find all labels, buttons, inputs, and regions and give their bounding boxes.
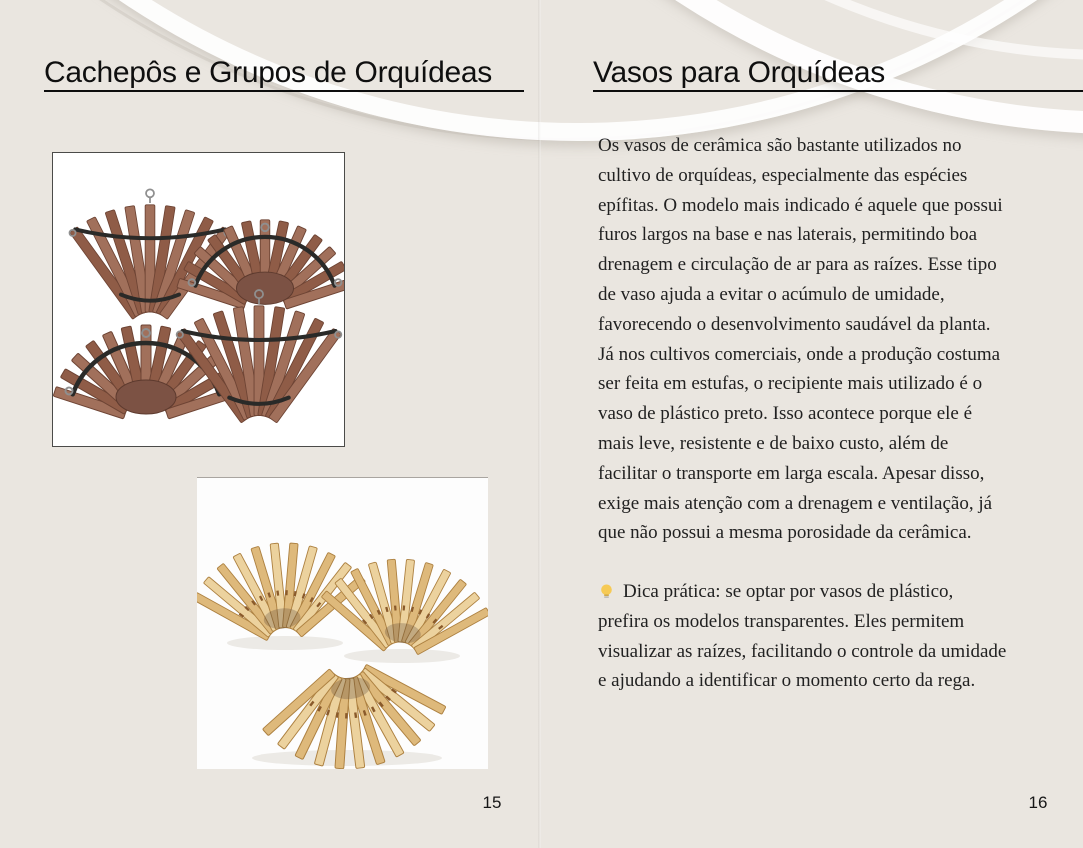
tip-text-line: prefira os modelos transparentes. Eles permitem [598,610,965,632]
tip-text-line: e ajudando a identificar o momento certo da rega. [598,670,976,692]
body-text-line: mais leve, resistente e de baixo custo, além de [598,432,949,454]
page-number-left: 15 [482,793,502,812]
body-text-line: de vaso ajuda a evitar o acúmulo de umidade, [598,283,945,305]
tip-text-line: visualizar as raízes, facilitando o controle da umidade [598,640,1007,662]
left-page-title: Cachepôs e Grupos de Orquídeas [44,56,524,92]
body-text-line: cultivo de orquídeas, especialmente das espécies [598,164,968,186]
lightbulb-icon [598,583,615,600]
body-text-line: furos largos na base e nas laterais, permitindo boa [598,224,978,246]
body-text-line: facilitar o transporte em larga escala. Apesar disso, [598,462,985,484]
body-text-line: ser feita em estufas, o recipiente mais utilizado é o [598,373,983,395]
tip-text: Dica prática: se optar por vasos de plástico, [623,581,954,602]
tip-paragraph [598,577,1053,696]
body-text-line: Já nos cultivos comerciais, onde a produção costuma [598,343,1001,365]
body-text-line: drenagem e circulação de ar para as raízes. Esse tipo [598,254,997,276]
tip-text-line [598,577,1053,607]
body-text-line: vaso de plástico preto. Isso acontece porque ele é [598,403,973,425]
body-paragraph [598,131,1053,548]
body-text-line: que não possui a mesma porosidade da cerâmica. [598,522,972,544]
right-page-title: Vasos para Orquídeas [593,56,1083,92]
body-text-line: exige mais atenção com a drenagem e ventilação, já [598,492,993,514]
page-number-right: 16 [1028,793,1048,812]
body-text-line: epífitas. O modelo mais indicado é aquele que possui [598,194,1003,216]
body-text-line: Os vasos de cerâmica são bastante utilizados no [598,135,962,156]
body-text-line: favorecendo o desenvolvimento saudável da planta. [598,313,991,335]
